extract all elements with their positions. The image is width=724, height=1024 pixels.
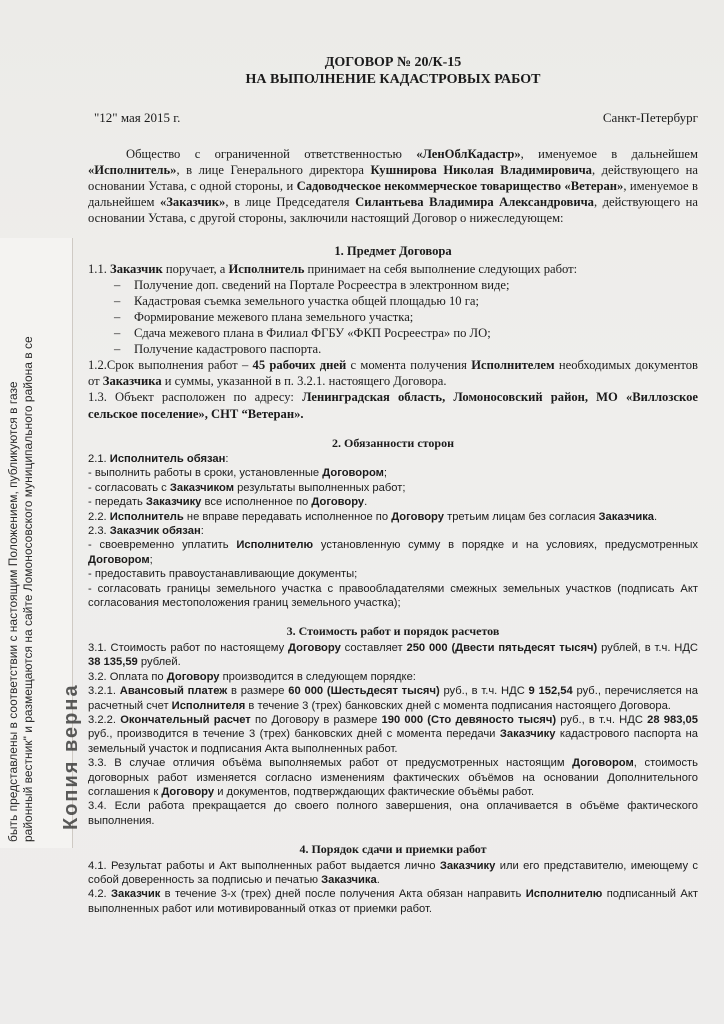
duty-line: - своевременно уплатить Исполнителю установленную сумму в порядке и на условиях, предусмотренных Договором; bbox=[88, 539, 698, 566]
preamble: Общество с ограниченной ответственностью «ЛенОблКадастр», именуемое в дальнейшем «Исполнитель», в лице Генерального директора Кушнирова Николая Владимировича, действующего на основании Устава, с одной стороны, и Садоводческое некоммерческое товарищество «Ветеран», именуемое в дальнейшем «Заказчик», в лице Председателя Силантьева Владимира Александровича, действующего на основании Устава, с другой стороны, заключили настоящий Договор о нижеследующем: bbox=[88, 147, 699, 226]
list-item: – Сдача межевого плана в Филиал ФГБУ «ФКП Росреестра» по ЛО; bbox=[118, 325, 698, 341]
clause-3-4: 3.4. Если работа прекращается до своего полного завершения, она оплачивается в объёме фактического выполнения. bbox=[88, 800, 698, 827]
duty-line: - согласовать границы земельного участка с правообладателями смежных земельных участков (подписать Акт согласования местоположения границ земельного участка); bbox=[88, 582, 698, 610]
clause-3-2-2: 3.2.2. Окончательный расчет по Договору в размере 190 000 (Сто девяносто тысяч) руб., в т.ч. НДС 28 983,05 руб., производится в течение 3 (трех) банковских дней с момента передачи Заказчику кадастрового паспорта на земельный участок и подписания Акта выполненных работ. bbox=[88, 713, 698, 755]
contract-city: Санкт-Петербург bbox=[602, 110, 698, 125]
contract-date: "12" мая 2015 г. bbox=[94, 110, 181, 125]
side-note-line-1: быть представлены в соответствии с настоящим Положением, публикуются в газе bbox=[6, 381, 20, 842]
duty-line: - передать Заказчику все исполненное по Договору. bbox=[88, 496, 368, 509]
clause-3-2-1: 3.2.1. Авансовый платеж в размере 60 000 (Шестьдесят тысяч) руб., в т.ч. НДС 9 152,54 руб., перечисляется на расчетный счет Исполнителя в течение 3 (трех) банковских дней с момента подписания настоящего Договора. bbox=[88, 685, 698, 712]
side-note-text bbox=[6, 242, 36, 842]
section-4 bbox=[88, 842, 698, 916]
duty-line: - выполнить работы в сроки, установленные Договором; bbox=[88, 467, 388, 480]
clause-3-3: 3.3. В случае отличия объёма выполняемых работ от предусмотренных настоящим Договором, стоимость договорных работ изменяется согласно изменениям фактических объёмов на основании Дополнительного соглашения к Договору и документов, подтверждающих фактические объёмы работ. bbox=[88, 757, 698, 798]
list-item: – Получение кадастрового паспорта. bbox=[118, 341, 698, 357]
list-item: – Получение доп. сведений на Портале Росреестра в электронном виде; bbox=[118, 277, 698, 293]
clause-4-2: 4.2. Заказчик в течение 3-х (трех) дней после получения Акта обязан направить Исполнителю подписанный Акт выполненных работ или мотивированный отказ от приемки работ. bbox=[88, 888, 698, 915]
clause-2-1: 2.1. Исполнитель обязан: bbox=[88, 453, 229, 465]
section-3-heading: 3. Стоимость работ и порядок расчетов bbox=[286, 624, 500, 639]
title-line-1: ДОГОВОР № 20/К-15 bbox=[324, 55, 462, 70]
section-3 bbox=[88, 624, 698, 828]
clause-1-3: 1.3. Объект расположен по адресу: Ленинградская область, Ломоносовский район, МО «Виллозское сельское поселение», СНТ “Ветеран». bbox=[88, 390, 698, 421]
duty-line: - согласовать с Заказчиком результаты выполненных работ; bbox=[88, 481, 406, 494]
clause-3-1: 3.1. Стоимость работ по настоящему Договору составляет 250 000 (Двести пятьдесят тысяч) рублей, в т.ч. НДС 38 135,59 рублей. bbox=[88, 641, 698, 669]
section-2-heading: 2. Обязанности сторон bbox=[332, 435, 454, 450]
contract-title bbox=[88, 54, 698, 88]
title-line-2: НА ВЫПОЛНЕНИЕ КАДАСТРОВЫХ РАБОТ bbox=[245, 72, 541, 87]
side-note-line-2: районный вестник" и размещаются на сайте Ломоносовского муниципального района в се bbox=[21, 336, 35, 842]
list-item: – Кадастровая съемка земельного участка общей площадью 10 га; bbox=[118, 293, 698, 309]
clause-2-2: 2.2. Исполнитель не вправе передавать исполненное по Договору третьим лицам без согласия Заказчика. bbox=[88, 510, 658, 523]
list-item: – Формирование межевого плана земельного участка; bbox=[118, 309, 698, 325]
duty-line: - предоставить правоустанавливающие документы; bbox=[88, 568, 358, 581]
clause-2-3: 2.3. Заказчик обязан: bbox=[88, 525, 204, 538]
date-city-row bbox=[88, 110, 698, 126]
section-2 bbox=[88, 436, 698, 611]
clause-1-2: 1.2.Срок выполнения работ – 45 рабочих дней с момента получения Исполнителем необходимых документов от Заказчика и суммы, указанной в п. 3.2.1. настоящего Договора. bbox=[88, 358, 699, 389]
section-4-heading: 4. Порядок сдачи и приемки работ bbox=[299, 842, 487, 857]
clause-4-1: 4.1. Результат работы и Акт выполненных работ выдается лично Заказчику или его представителю, имеющему с собой доверенность за подписью и печатью Заказчика. bbox=[88, 859, 698, 886]
contract-body bbox=[88, 54, 698, 916]
stamp-fragment: Копия верна bbox=[60, 683, 82, 830]
section-1-heading: 1. Предмет Договора bbox=[334, 243, 452, 258]
clause-3-2: 3.2. Оплата по Договору производится в следующем порядке: bbox=[88, 670, 416, 683]
work-list bbox=[88, 277, 698, 357]
clause-1-1: 1.1. Заказчик поручает, а Исполнитель принимает на себя выполнение следующих работ: bbox=[88, 261, 578, 276]
